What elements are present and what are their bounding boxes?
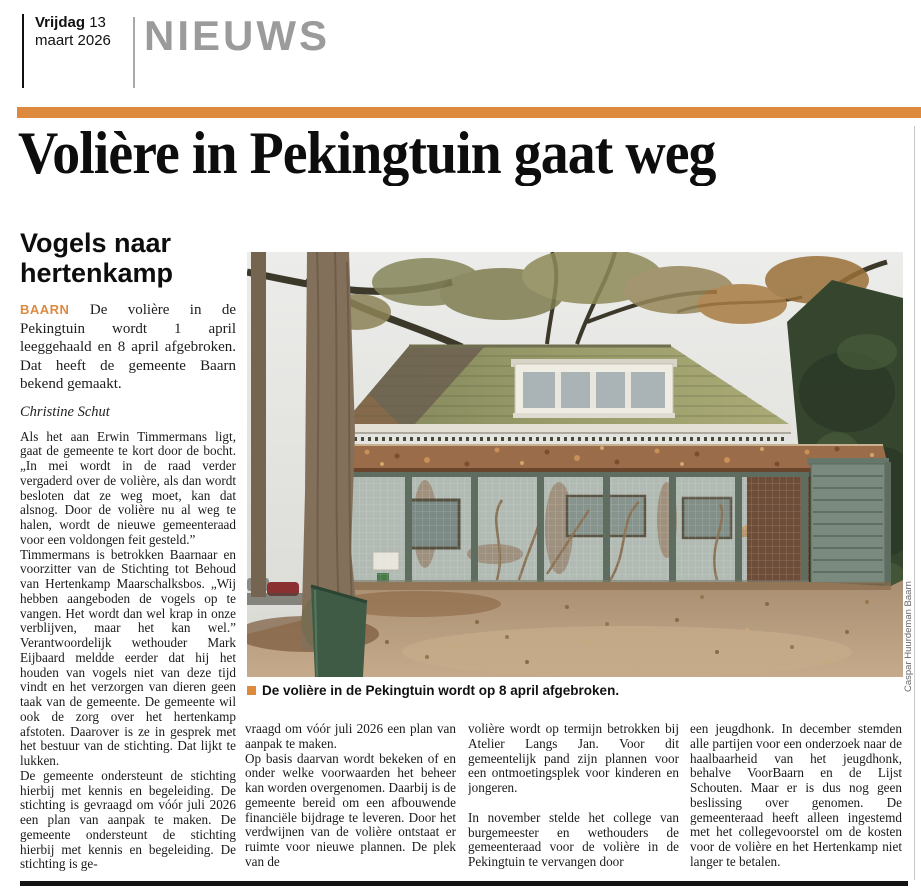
- edition-date: [22, 14, 111, 88]
- accent-bar: [17, 107, 921, 118]
- paragraph: een jeugdhonk. In december stemden alle partijen voor een onderzoek naar de haalbaarheid van het jeugdhonk, behalve VoorBaarn en de Lijst Schouten. Maar er is dus nog geen beslissing over genomen. De gemeenteraad heeft alleen ingestemd met het collegevoorstel om de kosten voor de volière en het Hertenkamp niet langer te betalen.: [690, 722, 902, 869]
- article-byline: Christine Schut: [20, 403, 110, 420]
- caption-bullet-icon: [247, 686, 256, 695]
- body-text-column-4: [690, 722, 902, 880]
- paragraph: De gemeente ondersteunt de stichting hierbij met kennis en begeleiding. De stichting is gevraagd om vóór juli 2026 een plan van aanpak te maken. De gemeente ondersteunt de stichting hierbij met kennis en begeleiding. De stichting is ge-: [20, 767, 236, 872]
- article-subheadline: Vogels naar hertenkamp: [20, 228, 174, 288]
- photo-caption: [247, 683, 907, 698]
- photo-credit: Caspar Huurdeman Baarn: [903, 581, 914, 692]
- paragraph: In november stelde het college van burgemeester en wethouders de gemeenteraad voor de volière in de Pekingtuin te vervangen door: [468, 809, 679, 869]
- paragraph: volière wordt op termijn betrokken bij Atelier Langs Jan. Voor dit gemeentelijk pand zijn plannen voor een ontmoetingsplek voor kinderen en jongeren.: [468, 722, 679, 795]
- paragraph: Als het aan Erwin Timmermans ligt, gaat de gemeente te kort door de bocht. „In mei wordt in de raad verder vergaderd over de volière, als dan wordt besloten dat ze weg moet, kan dat alsnog. Door de volière nu al weg te halen, wordt de nieuwe gemeenteraad voor een voldongen feit gesteld.”: [20, 428, 236, 547]
- date-line2: maart 2026: [35, 32, 111, 49]
- date-day: Vrijdag: [35, 14, 86, 31]
- location-tag: BAARN: [20, 302, 70, 317]
- article-headline: Volière in Pekingtuin gaat weg: [18, 120, 716, 186]
- article-left-column: [20, 228, 236, 878]
- page-bottom-rule: [20, 881, 908, 886]
- aviary-photo-illustration: [247, 252, 903, 677]
- body-text-column-2: [245, 722, 456, 880]
- paragraph: vraagd om vóór juli 2026 een plan van aanpak te maken.: [245, 722, 456, 751]
- date-number: 13: [89, 14, 106, 31]
- article-intro: [20, 301, 236, 394]
- article-photo: [247, 252, 903, 677]
- body-text-column-3: [468, 722, 679, 880]
- body-text-column-1: [20, 430, 236, 873]
- caption-text: De volière in de Pekingtuin wordt op 8 april afgebroken.: [262, 683, 620, 698]
- masthead-divider: [133, 17, 135, 88]
- intro-text: De volière in de Pekingtuin wordt 1 april leeggehaald en 8 april afgebroken. Dat heeft de gemeente Baarn bekend gemaakt.: [20, 302, 236, 392]
- paragraph: Op basis daarvan wordt bekeken of en onder welke voorwaarden het beheer kan worden overgenomen. Daarbij is de gemeente bereid om een afbouwende financiële bijdrage te leveren. Door het verdwijnen van de volière ontstaat er ruimte voor nieuwe plannen. De plek van de: [245, 750, 456, 869]
- paragraph: Timmermans is betrokken Baarnaar en voorzitter van de Stichting tot Behoud van Hertenkamp Maarschalksbos. „Wij hebben aangeboden de vogels op te vangen. Het wordt dan wel krap in onze verblijven, maar het kan wel.” Verantwoordelijk wethouder Mark Eijbaard meldde eerder dat hij het houden van vogels niet van deze tijd vindt en het verzorgen van dieren geen taak van de gemeente. De gemeente wil ook de zorg over het hertenkamp afstoten. Daarover is ze in gesprek met het bestuur van de stichting. Dat lijkt te lukken.: [20, 546, 236, 768]
- page-edge-rule: [914, 126, 915, 880]
- section-title: NIEUWS: [144, 12, 330, 59]
